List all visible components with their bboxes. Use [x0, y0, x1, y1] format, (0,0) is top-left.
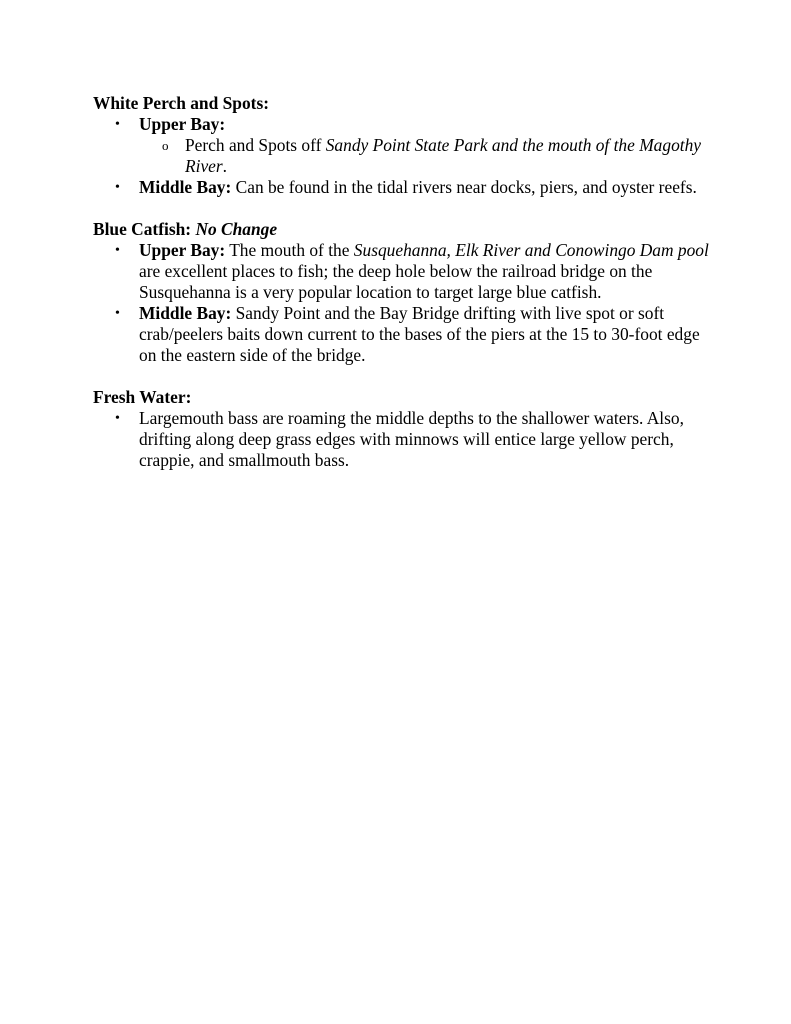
- item-text: Can be found in the tidal rivers near docks, piers, and oyster reefs.: [231, 177, 697, 197]
- section-heading: [93, 93, 713, 114]
- item-text: Perch and Spots off: [185, 135, 326, 155]
- section-blue-catfish: [93, 219, 713, 366]
- item-label: Middle Bay:: [139, 177, 232, 197]
- list-item: [93, 177, 713, 198]
- list-item: [93, 240, 713, 303]
- item-text-after: are excellent places to fish; the deep hole below the railroad bridge on the Susquehanna is a very popular location to target large blue catfish.: [139, 261, 653, 302]
- bullet-list: [93, 114, 713, 198]
- item-label: Upper Bay:: [139, 240, 226, 260]
- heading-text: Blue Catfish:: [93, 219, 192, 239]
- section-heading: [93, 387, 713, 408]
- heading-text: Fresh Water:: [93, 387, 192, 407]
- item-text: The mouth of the: [225, 240, 354, 260]
- item-italic-text: Sandy Point State Park and the mouth of the Magothy River: [185, 135, 702, 176]
- heading-text: White Perch and Spots:: [93, 93, 270, 113]
- item-italic-text: Susquehanna, Elk River and Conowingo Dam pool: [353, 240, 709, 260]
- list-item: [93, 114, 713, 177]
- bullet-list: [93, 240, 713, 366]
- bullet-icon: •: [115, 180, 120, 195]
- section-white-perch: [93, 93, 713, 198]
- bullet-icon: •: [115, 117, 120, 132]
- section-heading: [93, 219, 713, 240]
- document-page: [93, 93, 713, 492]
- list-item: [93, 303, 713, 366]
- circle-bullet-icon: o: [162, 138, 169, 153]
- heading-suffix: No Change: [195, 219, 278, 239]
- bullet-icon: •: [115, 306, 120, 321]
- list-item: [93, 408, 713, 471]
- item-label: Upper Bay:: [139, 114, 226, 134]
- bullet-icon: •: [115, 243, 120, 258]
- item-text: Sandy Point and the Bay Bridge drifting with live spot or soft crab/peelers baits down current to the bases of the piers at the 15 to 30-foot edge on the eastern side of the bridge.: [139, 303, 700, 365]
- section-fresh-water: [93, 387, 713, 471]
- sub-list: [139, 135, 713, 177]
- item-label: Middle Bay:: [139, 303, 232, 323]
- item-text-after: .: [222, 156, 228, 176]
- bullet-icon: •: [115, 411, 120, 426]
- sub-list-item: [93, 135, 713, 177]
- bullet-list: [93, 408, 713, 471]
- item-text: Largemouth bass are roaming the middle depths to the shallower waters. Also, drifting along deep grass edges with minnows will entice large yellow perch, crappie, and smallmouth bass.: [139, 408, 684, 470]
